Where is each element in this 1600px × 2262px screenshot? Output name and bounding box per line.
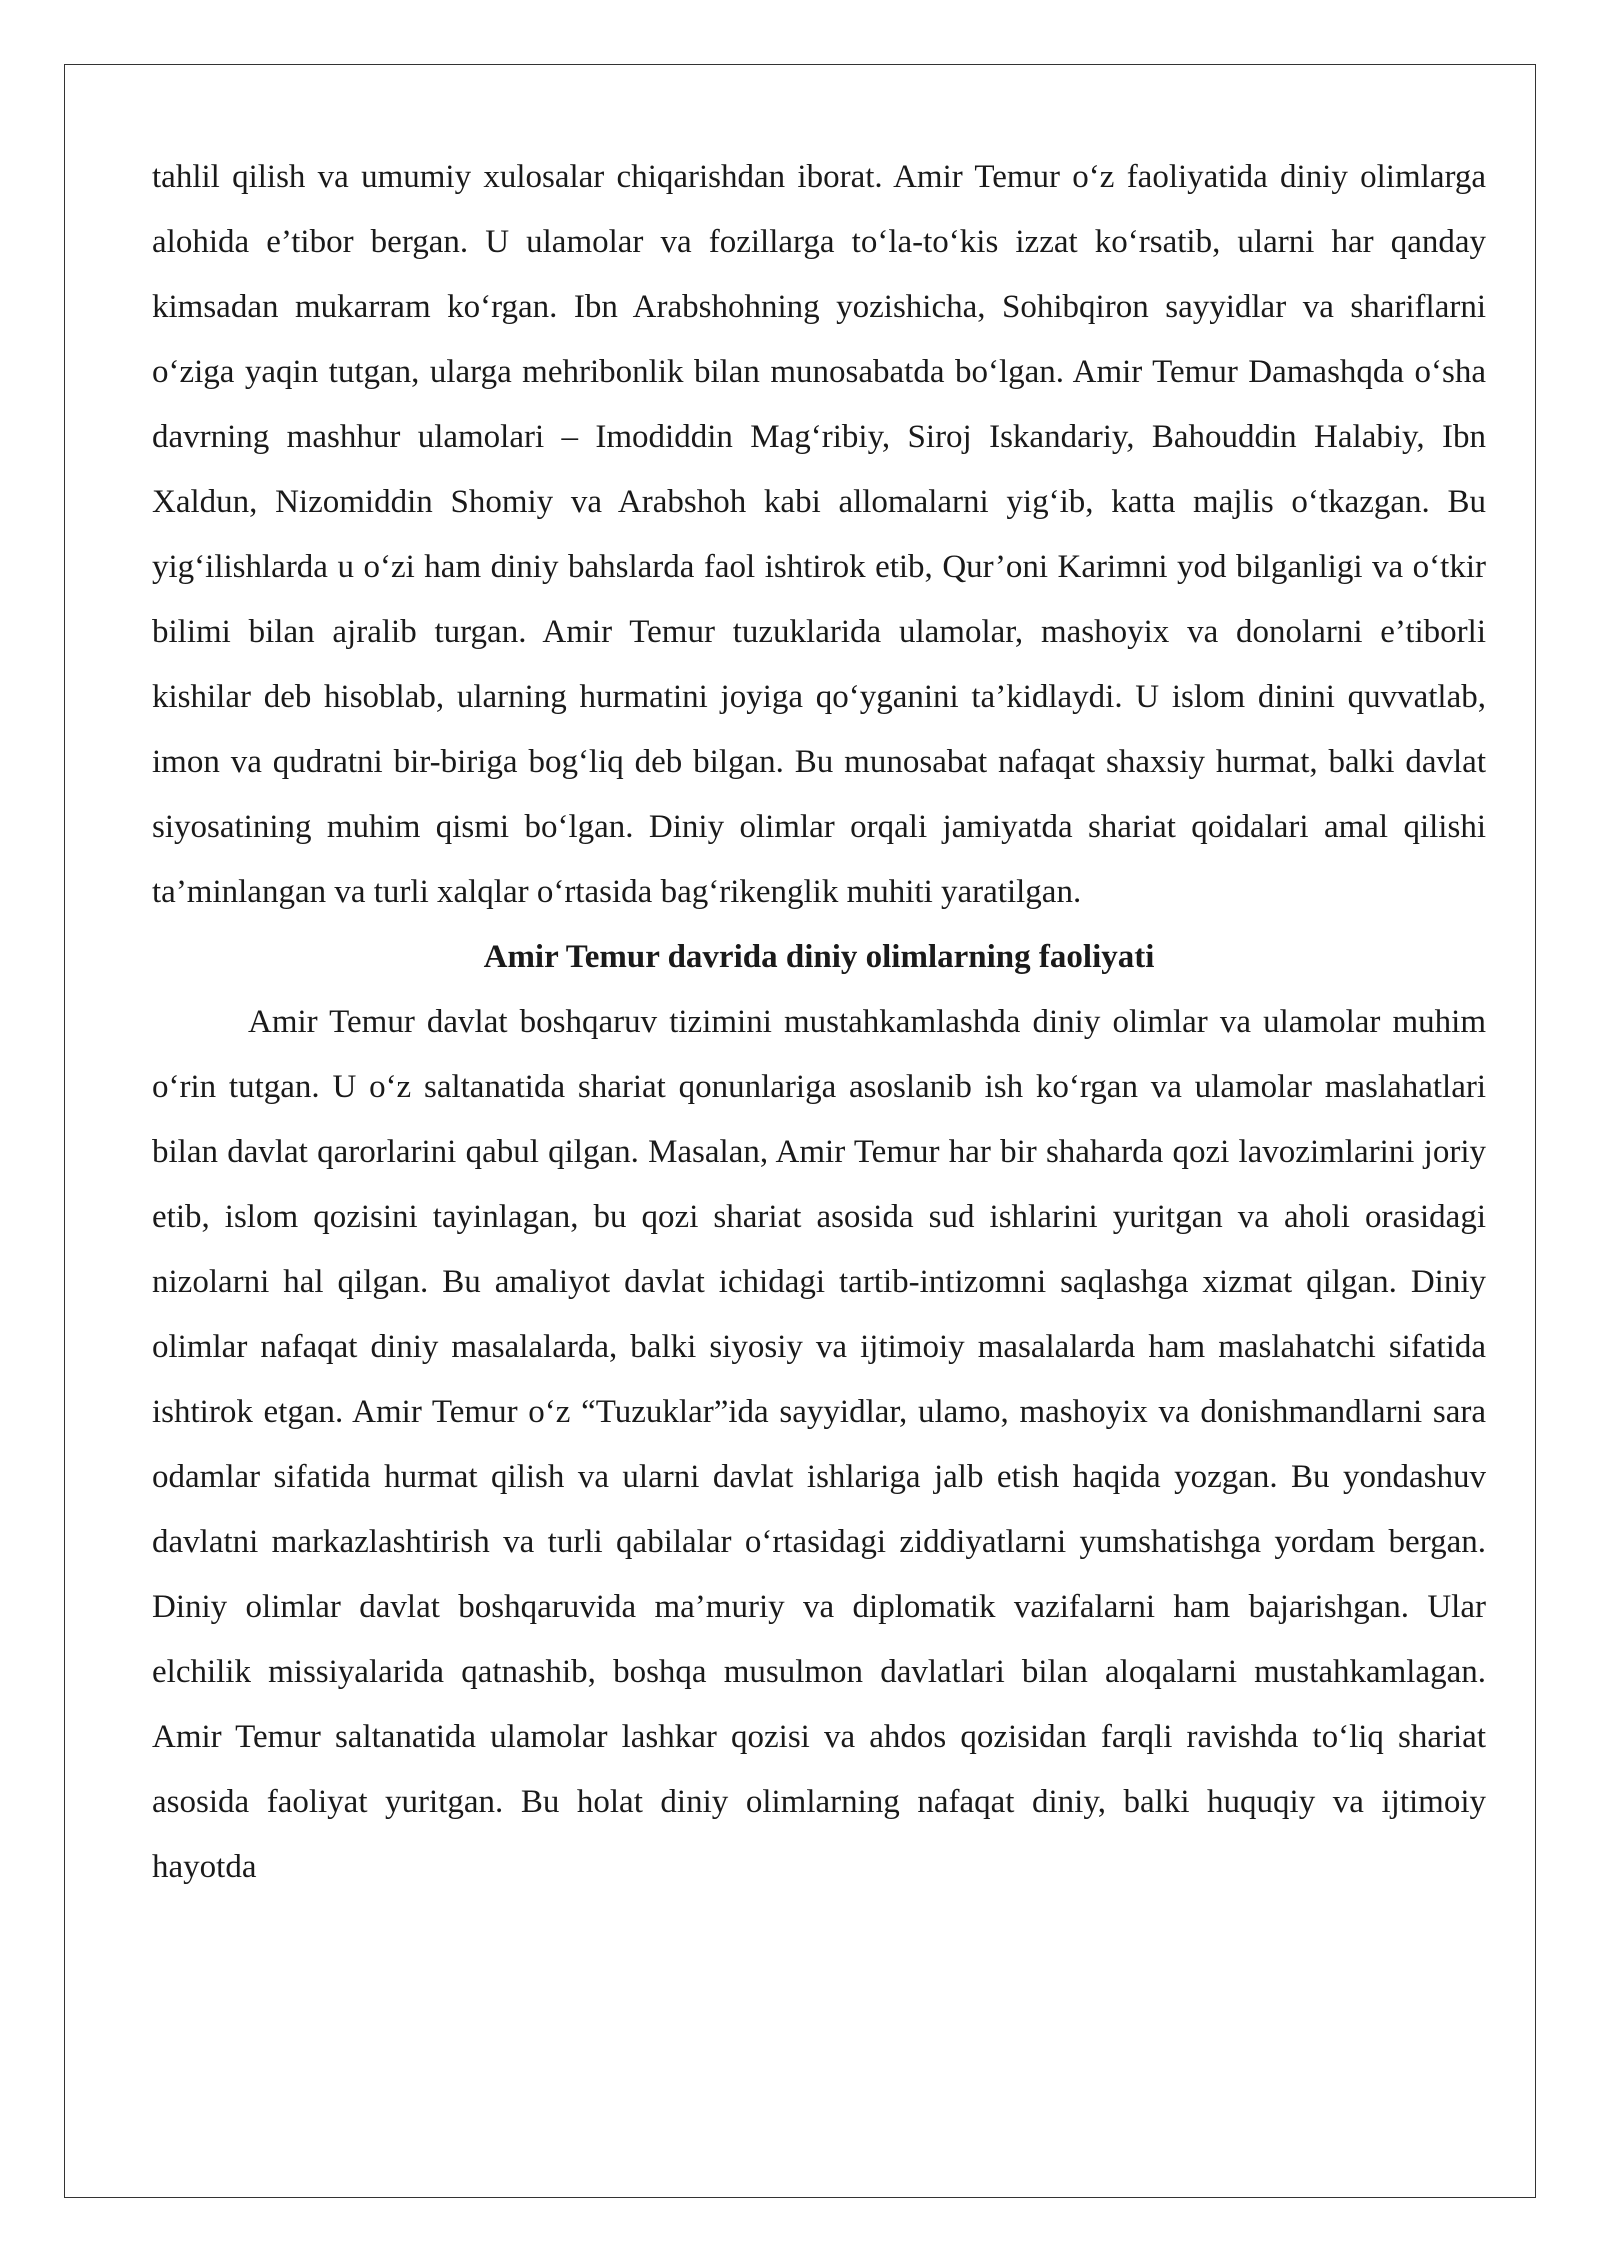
section-heading: Amir Temur davrida diniy olimlarning faoliyati [483,939,1155,975]
body-paragraph: Amir Temur davlat boshqaruv tizimini mustahkamlashda diniy olimlar va ulamolar muhim o‘rin tutgan. U o‘z saltanatida shariat qonunlariga asoslanib ish ko‘rgan va ulamolar maslahatlari bilan davlat qarorlarini qabul qilgan. Masalan, Amir Temur har bir shaharda qozi lavozimlarini joriy etib, islom qozisini tayinlagan, bu qozi shariat asosida sud ishlarini yuritgan va aholi orasidagi nizolarni hal qilgan. Bu amaliyot davlat ichidagi tartib-intizomni saqlashga xizmat qilgan. Diniy olimlar nafaqat diniy masalalarda, balki siyosiy va ijtimoiy masalalarda ham maslahatchi sifatida ishtirok etgan. Amir Temur o‘z “Tuzuklar”ida sayyidlar, ulamo, mashoyix va donishmandlarni sara odamlar sifatida hurmat qilish va ularni davlat ishlariga jalb etish haqida yozgan. Bu yondashuv davlatni markazlashtirish va turli qabilalar o‘rtasidagi ziddiyatlarni yumshatishga yordam bergan. Diniy olimlar davlat boshqaruvida ma’muriy va diplomatik vazifalarni ham bajarishgan. Ular elchilik missiyalarida qatnashib, boshqa musulmon davlatlari bilan aloqalarni mustahkamlagan. Amir Temur saltanatida ulamolar lashkar qozisi va ahdos qozisidan farqli ravishda to‘liq shariat asosida faoliyat yuritgan. Bu holat diniy olimlarning nafaqat diniy, balki huquqiy va ijtimoiy hayotda [152,1004,1486,1885]
document-body [152,145,1486,1900]
body-paragraph-continuation: tahlil qilish va umumiy xulosalar chiqarishdan iborat. Amir Temur o‘z faoliyatida diniy olimlarga alohida e’tibor bergan. U ulamolar va fozillarga to‘la-to‘kis izzat ko‘rsatib, ularni har qanday kimsadan mukarram ko‘rgan. Ibn Arabshohning yozishicha, Sohibqiron sayyidlar va shariflarni o‘ziga yaqin tutgan, ularga mehribonlik bilan munosabatda bo‘lgan. Amir Temur Damashqda o‘sha davrning mashhur ulamolari – Imodiddin Mag‘ribiy, Siroj Iskandariy, Bahouddin Halabiy, Ibn Xaldun, Nizomiddin Shomiy va Arabshoh kabi allomalarni yig‘ib, katta majlis o‘tkazgan. Bu yig‘ilishlarda u o‘zi ham diniy bahslarda faol ishtirok etib, Qur’oni Karimni yod bilganligi va o‘tkir bilimi bilan ajralib turgan. Amir Temur tuzuklarida ulamolar, mashoyix va donolarni e’tiborli kishilar deb hisoblab, ularning hurmatini joyiga qo‘yganini ta’kidlaydi. U islom dinini quvvatlab, imon va qudratni bir-biriga bog‘liq deb bilgan. Bu munosabat nafaqat shaxsiy hurmat, balki davlat siyosatining muhim qismi bo‘lgan. Diniy olimlar orqali jamiyatda shariat qoidalari amal qilishi ta’minlangan va turli xalqlar o‘rtasida bag‘rikenglik muhiti yaratilgan. [152,159,1486,910]
